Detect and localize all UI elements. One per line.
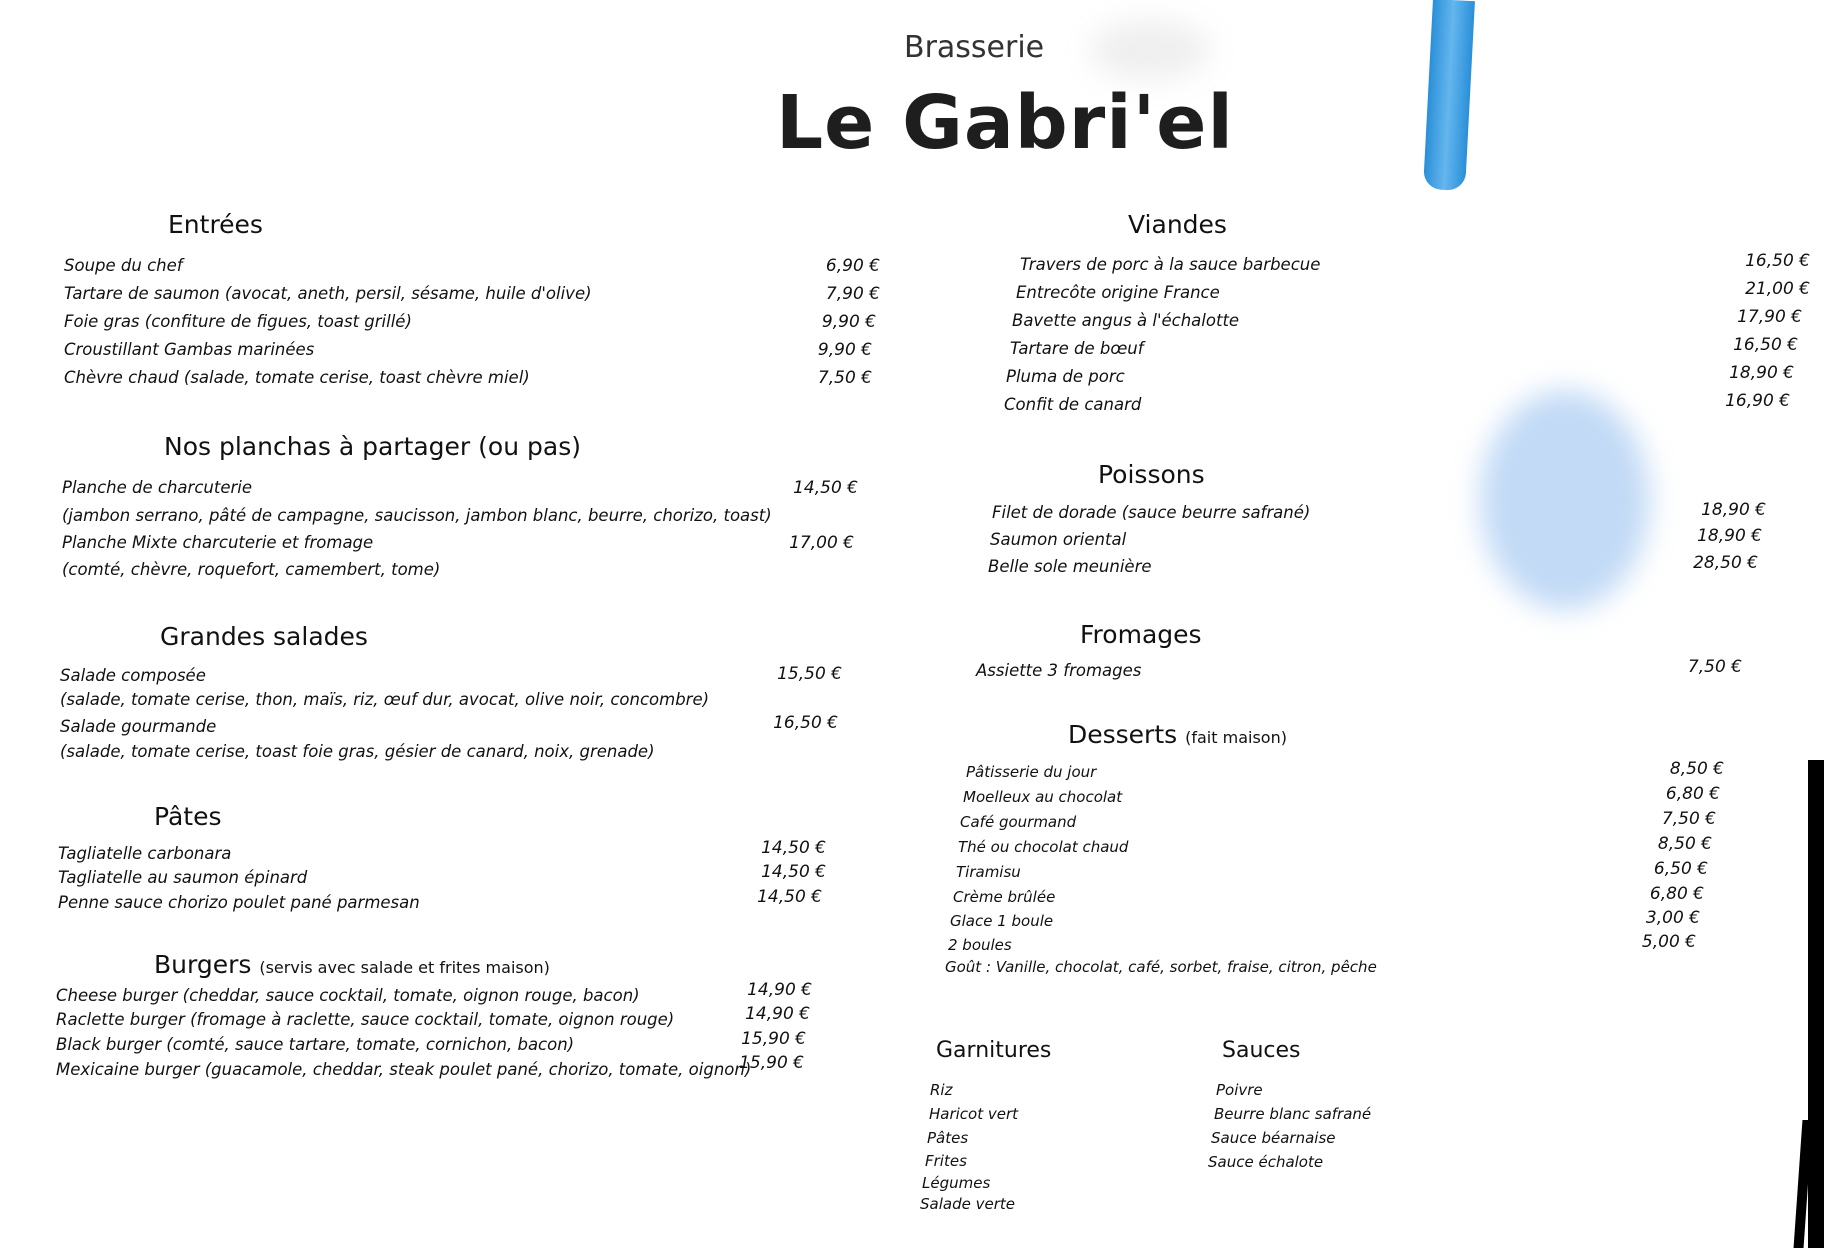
menu-price: 7,50 € — [817, 368, 872, 388]
menu-item-description: (salade, tomate cerise, toast foie gras, gésier de canard, noix, grenade) — [60, 742, 655, 761]
side-item: Sauce échalote — [1208, 1153, 1324, 1171]
burgers-title-text: Burgers — [154, 950, 252, 979]
menu-item: Cheese burger (cheddar, sauce cocktail, tomate, oignon rouge, bacon) — [56, 986, 640, 1005]
menu-item: Entrecôte origine France — [1016, 283, 1220, 302]
menu-item: Black burger (comté, sauce tartare, tomate, cornichon, bacon) — [56, 1035, 575, 1054]
menu-item: Pluma de porc — [1006, 367, 1125, 386]
menu-price: 7,90 € — [825, 284, 880, 304]
menu-item-description: (jambon serrano, pâté de campagne, saucisson, jambon blanc, beurre, chorizo, toast) — [62, 506, 772, 525]
menu-price: 16,50 € — [773, 713, 838, 733]
menu-price: 21,00 € — [1745, 279, 1810, 299]
desserts-title-text: Desserts — [1068, 720, 1178, 749]
menu-item: Crème brûlée — [953, 888, 1056, 906]
menu-price: 14,50 € — [793, 478, 858, 498]
menu-price: 18,90 € — [1729, 363, 1794, 383]
desserts-note: (fait maison) — [1185, 728, 1287, 747]
menu-price: 8,50 € — [1669, 759, 1724, 779]
menu-price: 9,90 € — [817, 340, 872, 360]
menu-item: Filet de dorade (sauce beurre safrané) — [992, 503, 1311, 522]
menu-item-description: (salade, tomate cerise, thon, maïs, riz, œuf dur, avocat, olive noir, concombre) — [60, 690, 710, 709]
menu-price: 14,90 € — [745, 1004, 810, 1024]
menu-price: 6,50 € — [1653, 859, 1708, 879]
side-item: Sauce béarnaise — [1211, 1129, 1336, 1147]
salades-title: Grandes salades — [160, 622, 368, 651]
brand-subtitle: Brasserie — [904, 30, 1045, 65]
side-item: Haricot vert — [929, 1105, 1019, 1123]
menu-item: Salade gourmande — [60, 717, 217, 736]
menu-price: 18,90 € — [1697, 526, 1762, 546]
viandes-title: Viandes — [1128, 210, 1227, 239]
menu-item: Confit de canard — [1004, 395, 1142, 414]
side-item: Riz — [930, 1081, 953, 1099]
menu-item: Glace 1 boule — [950, 912, 1054, 930]
menu-price: 9,90 € — [821, 312, 876, 332]
menu-price: 16,90 € — [1725, 391, 1790, 411]
menu-item-description: Goût : Vanille, chocolat, café, sorbet, fraise, citron, pêche — [945, 958, 1377, 976]
pen-decoration — [1423, 0, 1475, 191]
menu-item: Foie gras (confiture de figues, toast grillé) — [64, 312, 412, 331]
burgers-title — [154, 950, 550, 979]
menu-price: 15,90 € — [739, 1053, 804, 1073]
side-item: Légumes — [922, 1174, 991, 1192]
side-item: Poivre — [1216, 1081, 1263, 1099]
menu-price: 8,50 € — [1657, 834, 1712, 854]
menu-price: 15,90 € — [741, 1029, 806, 1049]
menu-item: Croustillant Gambas marinées — [64, 340, 315, 359]
glare-spot — [1090, 20, 1210, 80]
menu-item: Thé ou chocolat chaud — [958, 838, 1129, 856]
fromages-title: Fromages — [1080, 620, 1202, 649]
burgers-note: (servis avec salade et frites maison) — [259, 958, 550, 977]
menu-price: 7,50 € — [1687, 657, 1742, 677]
menu-item: Chèvre chaud (salade, tomate cerise, toast chèvre miel) — [64, 368, 530, 387]
menu-item: Saumon oriental — [990, 530, 1127, 549]
sauces-title: Sauces — [1222, 1038, 1301, 1063]
menu-item: Planche Mixte charcuterie et fromage — [62, 533, 374, 552]
menu-item: Raclette burger (fromage à raclette, sauce cocktail, tomate, oignon rouge) — [56, 1010, 675, 1029]
menu-price: 17,00 € — [789, 533, 854, 553]
pates-title: Pâtes — [154, 802, 222, 831]
menu-price: 7,50 € — [1661, 809, 1716, 829]
menu-item: Pâtisserie du jour — [966, 763, 1097, 781]
menu-item: Café gourmand — [960, 813, 1077, 831]
brand-title: Le Gabri'el — [776, 80, 1234, 166]
menu-item: Tartare de bœuf — [1010, 339, 1144, 358]
menu-price: 14,50 € — [757, 887, 822, 907]
side-item: Salade verte — [920, 1195, 1015, 1213]
menu-item: Penne sauce chorizo poulet pané parmesan — [58, 893, 420, 912]
menu-item: 2 boules — [948, 936, 1012, 954]
blue-glare — [1480, 390, 1650, 610]
garnitures-title: Garnitures — [936, 1038, 1052, 1063]
menu-item: Soupe du chef — [64, 256, 183, 275]
menu-item: Mexicaine burger (guacamole, cheddar, steak poulet pané, chorizo, tomate, oignon) — [56, 1060, 752, 1079]
planchas-title: Nos planchas à partager (ou pas) — [164, 432, 581, 461]
menu-price: 28,50 € — [1693, 553, 1758, 573]
menu-item-description: (comté, chèvre, roquefort, camembert, tome) — [62, 560, 441, 579]
side-item: Frites — [925, 1152, 967, 1170]
menu-item: Belle sole meunière — [988, 557, 1152, 576]
menu-item: Planche de charcuterie — [62, 478, 252, 497]
menu-item: Tagliatelle au saumon épinard — [58, 868, 308, 887]
menu-item: Assiette 3 fromages — [976, 661, 1142, 680]
menu-price: 5,00 € — [1641, 932, 1696, 952]
menu-price: 15,50 € — [777, 664, 842, 684]
menu-price: 16,50 € — [1733, 335, 1798, 355]
page-edge — [1808, 760, 1824, 1248]
menu-price: 6,80 € — [1649, 884, 1704, 904]
entrees-title: Entrées — [168, 210, 263, 239]
menu-price: 18,90 € — [1701, 500, 1766, 520]
menu-item: Salade composée — [60, 666, 206, 685]
poissons-title: Poissons — [1098, 460, 1205, 489]
menu-item: Tagliatelle carbonara — [58, 844, 232, 863]
menu-price: 16,50 € — [1745, 251, 1810, 271]
side-item: Pâtes — [927, 1129, 969, 1147]
menu-price: 3,00 € — [1645, 908, 1700, 928]
menu-item: Travers de porc à la sauce barbecue — [1020, 255, 1321, 274]
menu-price: 14,90 € — [747, 980, 812, 1000]
menu-price: 14,50 € — [761, 838, 826, 858]
side-item: Beurre blanc safrané — [1214, 1105, 1372, 1123]
menu-item: Moelleux au chocolat — [963, 788, 1123, 806]
menu-item: Bavette angus à l'échalotte — [1012, 311, 1240, 330]
menu-price: 6,80 € — [1665, 784, 1720, 804]
menu-price: 14,50 € — [761, 862, 826, 882]
menu-item: Tartare de saumon (avocat, aneth, persil, sésame, huile d'olive) — [64, 284, 592, 303]
desserts-title — [1068, 720, 1287, 749]
menu-price: 17,90 € — [1737, 307, 1802, 327]
menu-price: 6,90 € — [825, 256, 880, 276]
menu-item: Tiramisu — [956, 863, 1021, 881]
